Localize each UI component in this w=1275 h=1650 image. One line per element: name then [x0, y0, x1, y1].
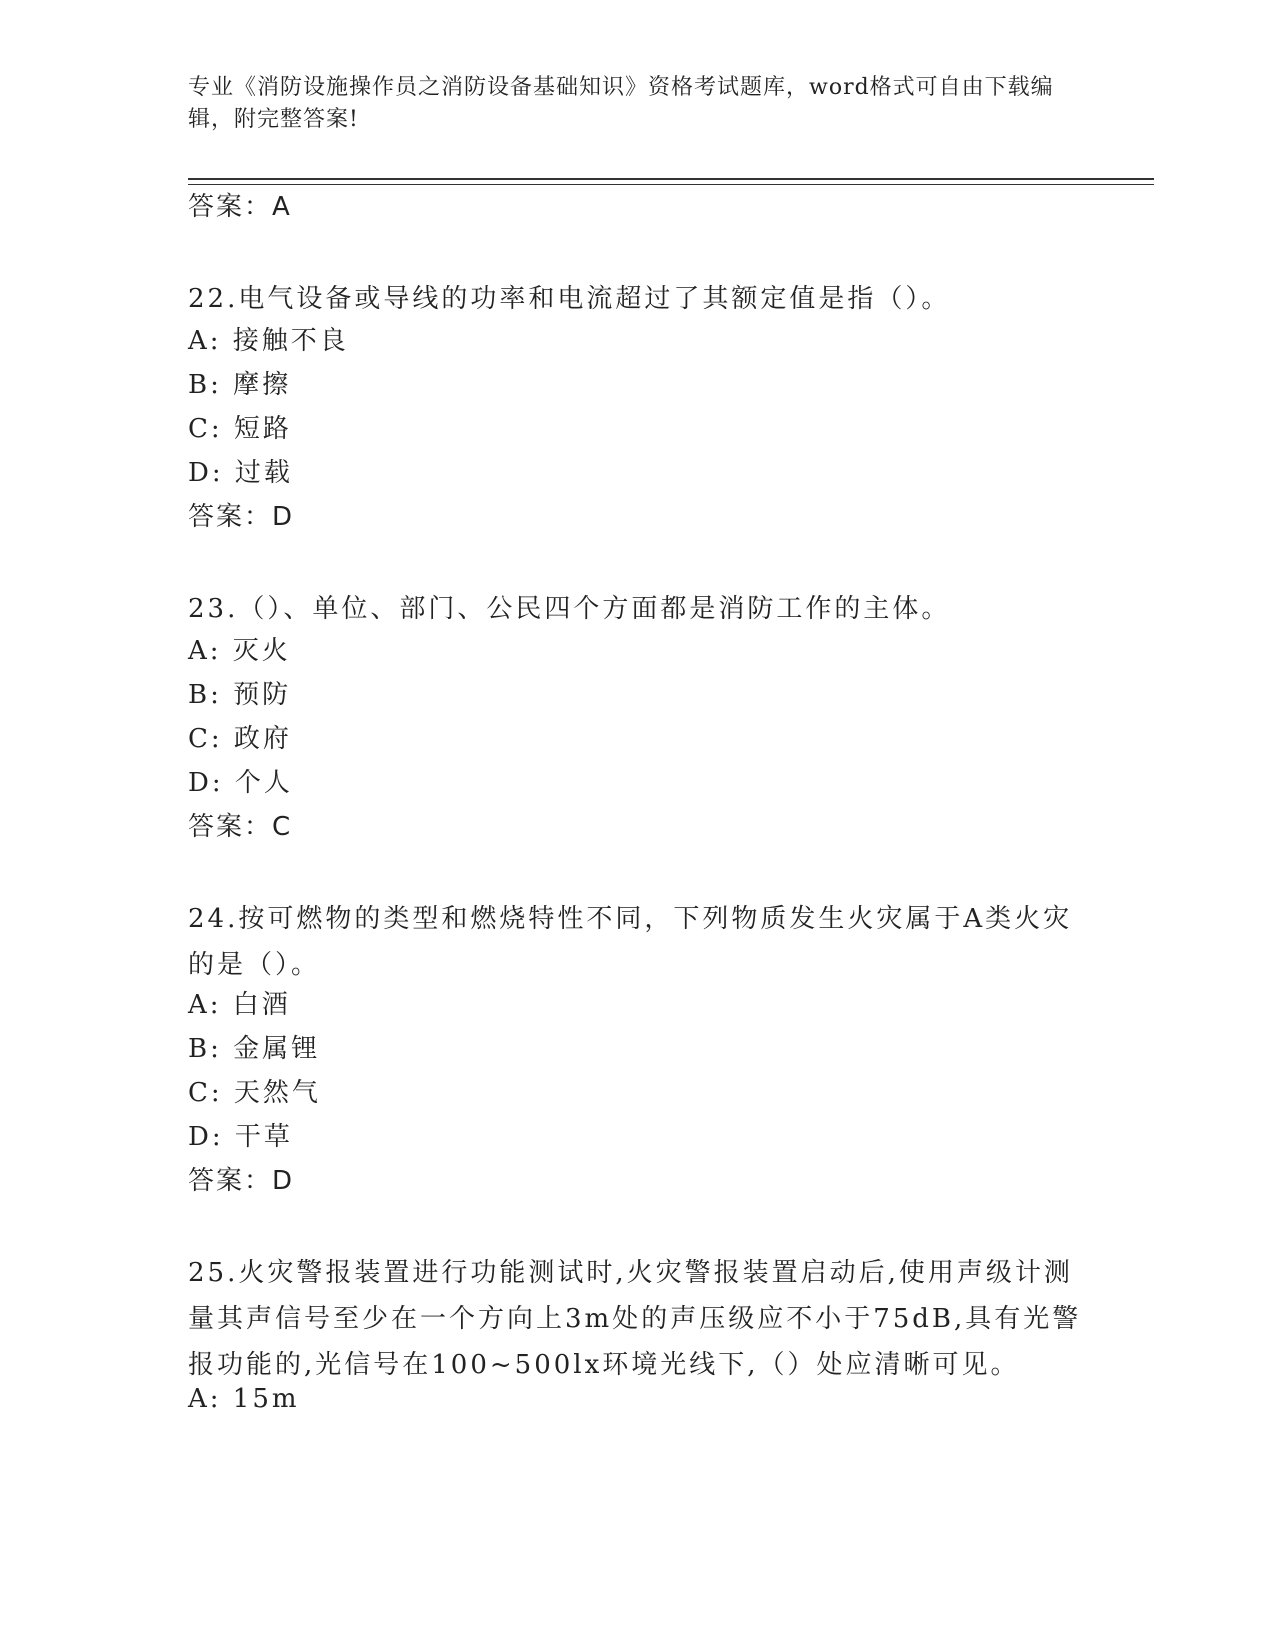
option-item: B: 预防 — [188, 680, 292, 710]
question-stem: 25.火灾警报装置进行功能测试时,火灾警报装置启动后,使用声级计测量其声信号至少在一个方向上3m处的声压级应不小于75dB,具有光警报功能的,光信号在100~500lx环境光线下,（）处应清晰可见。 — [188, 1258, 1082, 1380]
header-divider — [188, 178, 1154, 180]
question-stem: 22.电气设备或导线的功率和电流超过了其额定值是指（）。 — [188, 284, 951, 314]
header-note: 专业《消防设施操作员之消防设备基础知识》资格考试题库，word格式可自由下载编辑，附完整答案! — [188, 75, 1054, 132]
answer-text: 答案：C — [188, 812, 293, 842]
option-item: C: 政府 — [188, 724, 292, 754]
option-item: D: 个人 — [188, 768, 293, 798]
option-item: A: 灭火 — [188, 636, 291, 666]
question-stem: 24.按可燃物的类型和燃烧特性不同，下列物质发生火灾属于A类火灾的是（）。 — [188, 904, 1073, 980]
option-item: D: 过载 — [188, 458, 293, 488]
answer-text: 答案：A — [188, 192, 292, 222]
question-stem: 23.（）、单位、部门、公民四个方面都是消防工作的主体。 — [188, 594, 951, 624]
option-item: C: 短路 — [188, 414, 292, 444]
option-item: A: 15m — [188, 1384, 300, 1414]
answer-text: 答案：D — [188, 502, 295, 532]
option-item: B: 金属锂 — [188, 1034, 321, 1064]
answer-text: 答案：D — [188, 1166, 295, 1196]
option-item: A: 白酒 — [188, 990, 291, 1020]
option-item: D: 干草 — [188, 1122, 293, 1152]
option-item: C: 天然气 — [188, 1078, 321, 1108]
header-divider-thin — [188, 184, 1154, 185]
option-item: A: 接触不良 — [188, 326, 349, 356]
option-item: B: 摩擦 — [188, 370, 292, 400]
